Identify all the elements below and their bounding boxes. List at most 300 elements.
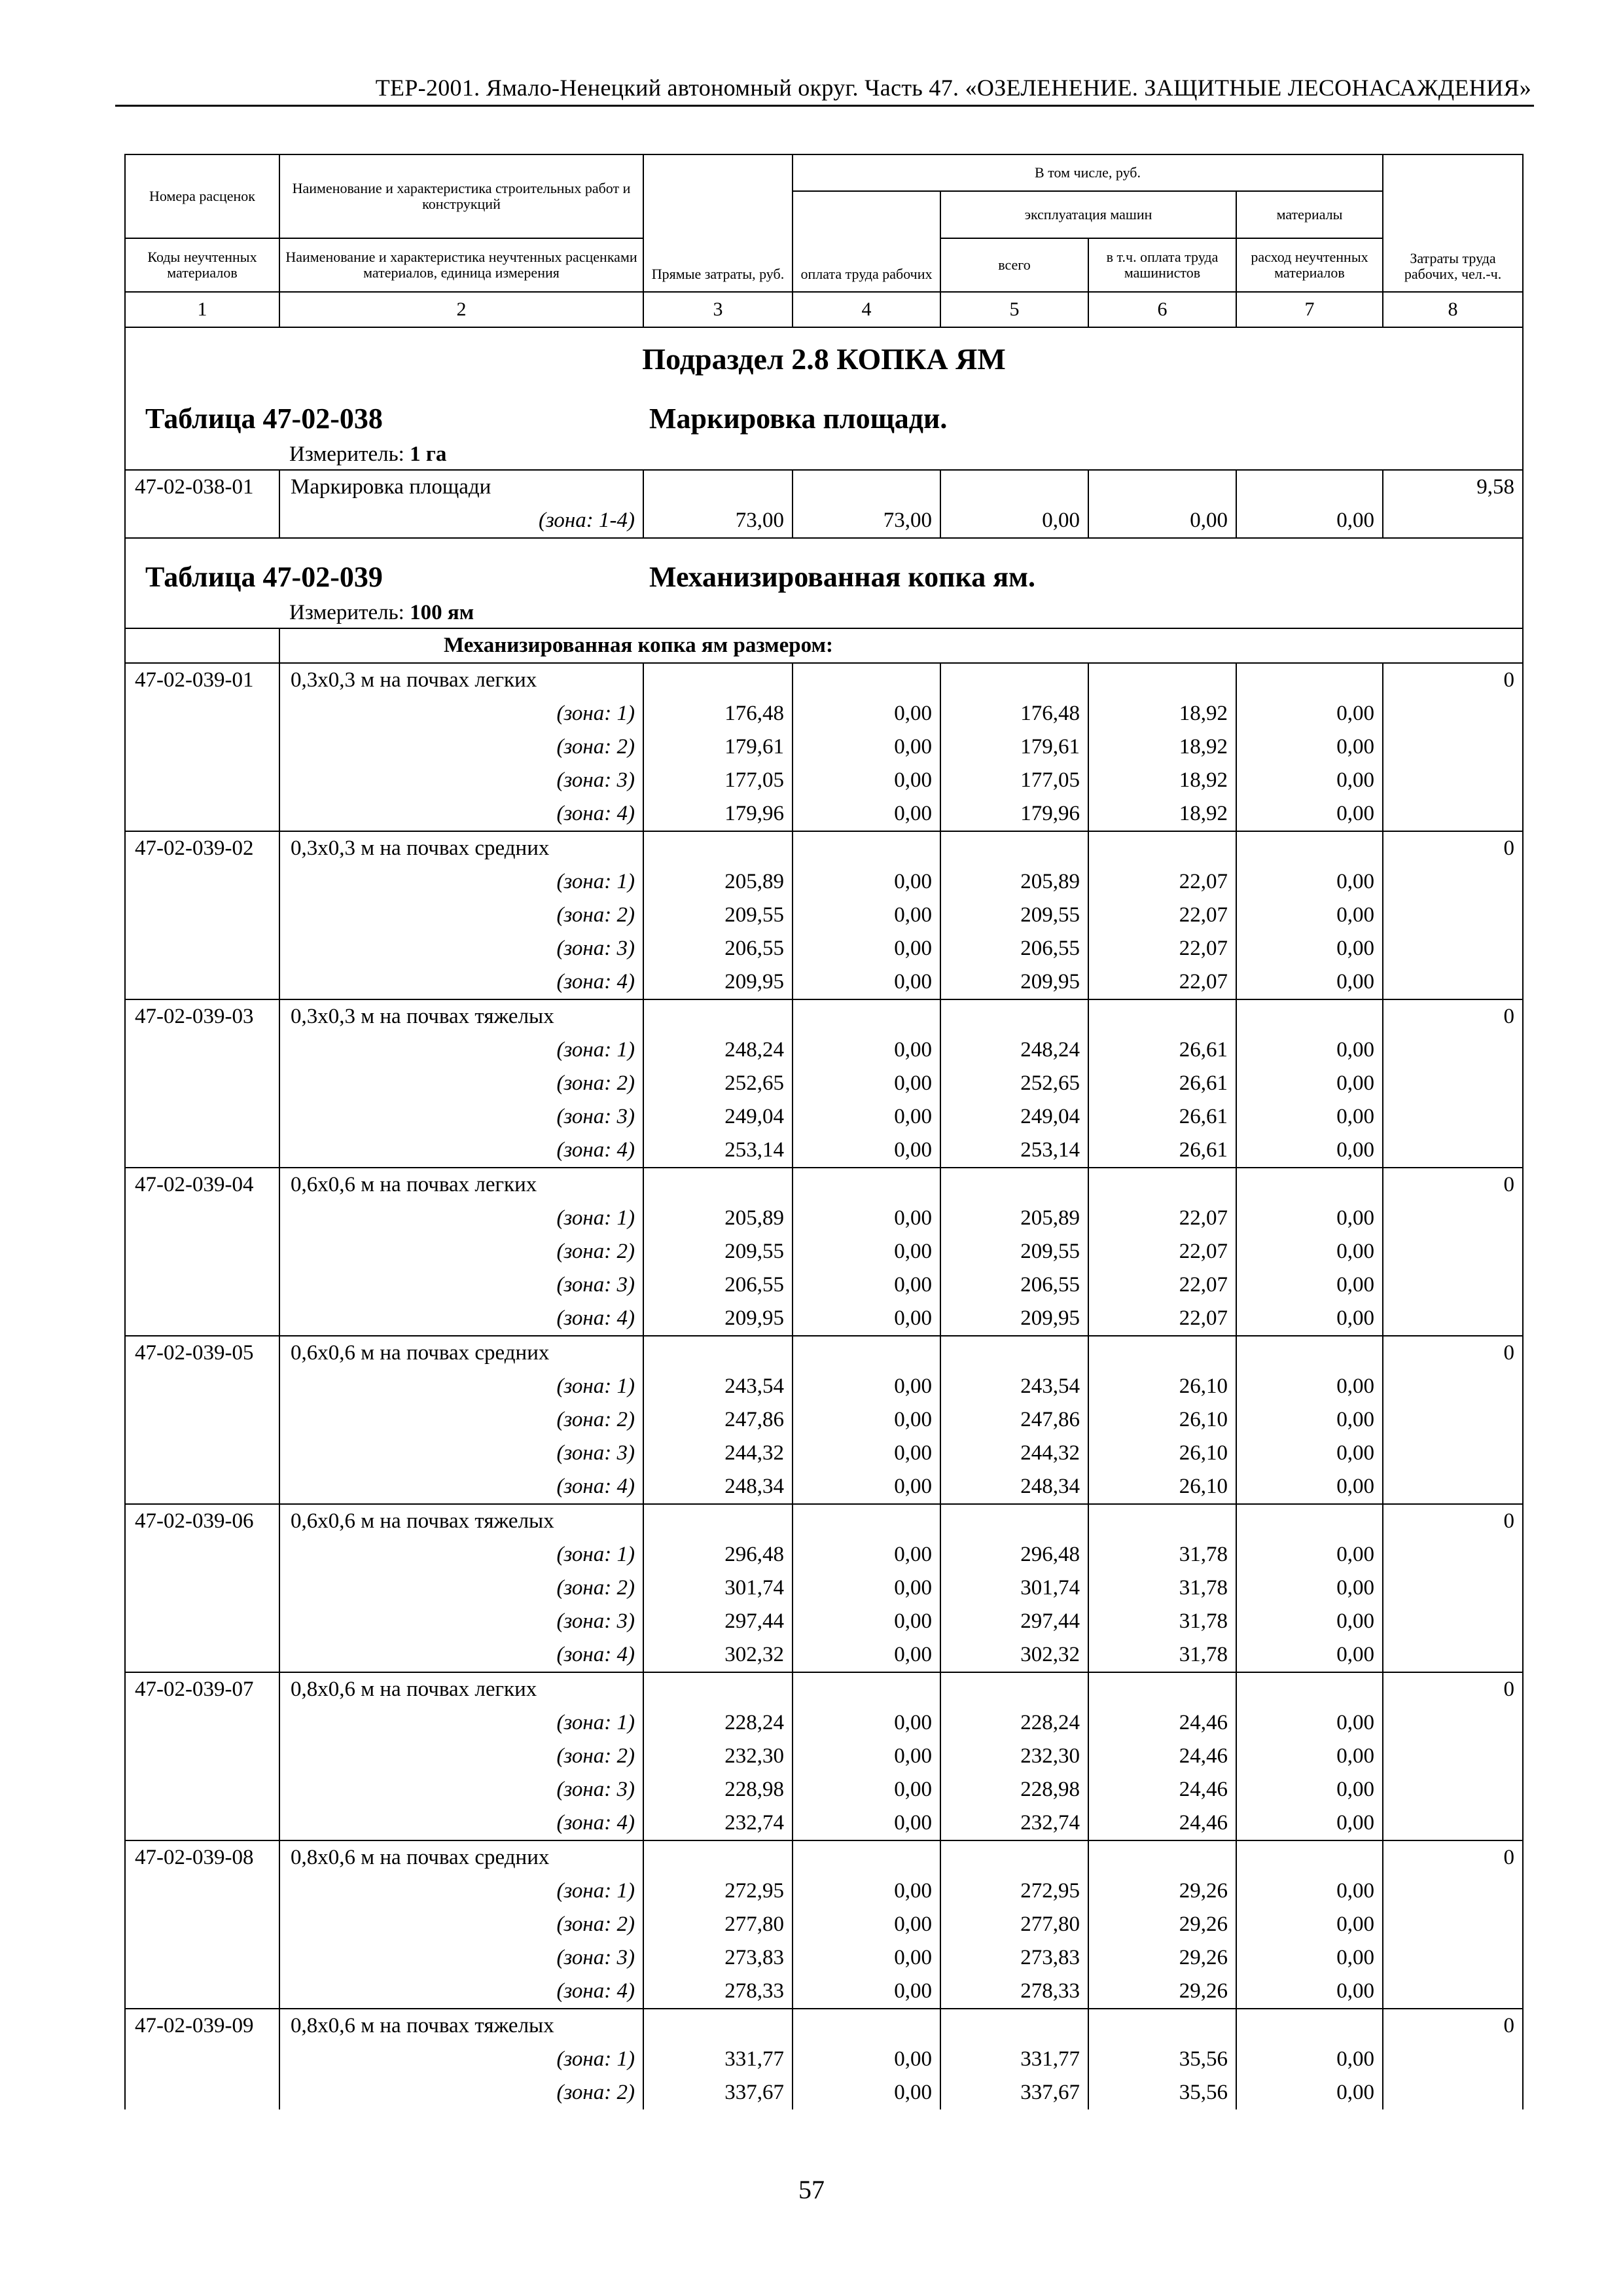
- empty-cell: [1383, 1202, 1523, 1235]
- table-row: [125, 663, 1523, 697]
- empty-cell: [125, 1302, 279, 1336]
- col-number-2: 2: [279, 292, 643, 327]
- zone-row: [125, 1437, 1523, 1470]
- included-header: В том числе, руб.: [793, 154, 1383, 191]
- worker-pay: 0,00: [793, 865, 940, 899]
- machinist-pay: 26,61: [1088, 1067, 1236, 1100]
- worker-pay: 0,00: [793, 1908, 940, 1941]
- empty-cell: [1383, 1773, 1523, 1806]
- empty-cell: [1383, 1806, 1523, 1840]
- rate-name: 0,8х0,6 м на почвах легких: [279, 1672, 643, 1706]
- empty-cell: [940, 1336, 1088, 1370]
- direct-cost: 209,95: [643, 1302, 793, 1336]
- labor-cost: 0: [1383, 2009, 1523, 2043]
- machines-total: 228,98: [940, 1773, 1088, 1806]
- zone-label: (зона: 3): [279, 764, 643, 797]
- empty-cell: [125, 1908, 279, 1941]
- zone-row: [125, 1134, 1523, 1168]
- worker-pay: 0,00: [793, 899, 940, 932]
- materials-cost: 0,00: [1236, 1874, 1383, 1908]
- rate-code: 47-02-039-05: [125, 1336, 279, 1370]
- zone-row: [125, 1268, 1523, 1302]
- zone-row: [125, 1874, 1523, 1908]
- empty-cell: [940, 2009, 1088, 2043]
- zone-label: (зона: 4): [279, 1134, 643, 1168]
- materials-cost: 0,00: [1236, 730, 1383, 764]
- materials-cost: 0,00: [1236, 1067, 1383, 1100]
- machines-total: 209,55: [940, 899, 1088, 932]
- materials-cost: 0,00: [1236, 1941, 1383, 1975]
- empty-cell: [1088, 663, 1236, 697]
- rate-code: 47-02-038-01: [125, 470, 279, 504]
- labor-cost: 0: [1383, 831, 1523, 865]
- worker-pay: 0,00: [793, 1941, 940, 1975]
- direct-cost: 297,44: [643, 1605, 793, 1638]
- rate-code: 47-02-039-08: [125, 1840, 279, 1874]
- empty-cell: [643, 1504, 793, 1538]
- col7-header: расход неучтенных материалов: [1236, 238, 1383, 292]
- table-name: Маркировка площади.: [649, 403, 948, 435]
- empty-cell: [1383, 797, 1523, 831]
- col2-header-bottom: Наименование и характеристика неучтенных расценками материалов, единица измерения: [279, 238, 643, 292]
- machinist-pay: 22,07: [1088, 932, 1236, 965]
- worker-pay: 0,00: [793, 1706, 940, 1740]
- direct-cost: 273,83: [643, 1941, 793, 1975]
- machines-total: 244,32: [940, 1437, 1088, 1470]
- machines-total: 179,96: [940, 797, 1088, 831]
- machinist-pay: 29,26: [1088, 1975, 1236, 2009]
- worker-pay: 0,00: [793, 1302, 940, 1336]
- table-code: Таблица 47-02-039: [145, 561, 383, 593]
- zone-label: (зона: 3): [279, 932, 643, 965]
- empty-cell: [1383, 1706, 1523, 1740]
- zone-row: [125, 1538, 1523, 1571]
- empty-cell: [1383, 1235, 1523, 1268]
- worker-pay: 0,00: [793, 697, 940, 730]
- direct-cost: 244,32: [643, 1437, 793, 1470]
- empty-cell: [793, 1504, 940, 1538]
- labor-cost: 9,58: [1383, 470, 1523, 504]
- table-row: [125, 470, 1523, 504]
- direct-cost: 232,30: [643, 1740, 793, 1773]
- direct-cost: 253,14: [643, 1134, 793, 1168]
- worker-pay: 0,00: [793, 1370, 940, 1403]
- group-title: Механизированная копка ям размером:: [279, 628, 1523, 663]
- zone-label: (зона: 1): [279, 1706, 643, 1740]
- empty-cell: [643, 2009, 793, 2043]
- empty-cell: [125, 2076, 279, 2109]
- running-header: ТЕР-2001. Ямало-Ненецкий автономный округ. Часть 47. «ОЗЕЛЕНЕНИЕ. ЗАЩИТНЫЕ ЛЕСОНАСАЖДЕНИЯ»: [375, 75, 1531, 101]
- empty-cell: [125, 1605, 279, 1638]
- empty-cell: [1088, 831, 1236, 865]
- empty-cell: [1236, 1504, 1383, 1538]
- empty-cell: [1383, 1403, 1523, 1437]
- table-measure: [125, 598, 1523, 628]
- machinist-pay: 18,92: [1088, 797, 1236, 831]
- empty-cell: [125, 1706, 279, 1740]
- table-row: [125, 1336, 1523, 1370]
- empty-cell: [125, 1202, 279, 1235]
- rate-name: 0,6х0,6 м на почвах средних: [279, 1336, 643, 1370]
- zone-label: (зона: 4): [279, 1302, 643, 1336]
- machinist-pay: 0,00: [1088, 504, 1236, 538]
- empty-cell: [1088, 2009, 1236, 2043]
- zone-label: (зона: 2): [279, 1235, 643, 1268]
- empty-cell: [125, 628, 279, 663]
- zone-label: (зона: 4): [279, 1638, 643, 1672]
- worker-pay: 73,00: [793, 504, 940, 538]
- table-row: [125, 1504, 1523, 1538]
- empty-cell: [1236, 663, 1383, 697]
- direct-cost: 205,89: [643, 865, 793, 899]
- rate-name: 0,8х0,6 м на почвах средних: [279, 1840, 643, 1874]
- rate-code: 47-02-039-09: [125, 2009, 279, 2043]
- rate-name: 0,6х0,6 м на почвах легких: [279, 1168, 643, 1202]
- materials-cost: 0,00: [1236, 697, 1383, 730]
- empty-cell: [643, 1336, 793, 1370]
- table-row: [125, 1168, 1523, 1202]
- machinist-pay: 18,92: [1088, 697, 1236, 730]
- empty-cell: [125, 1773, 279, 1806]
- zone-label: (зона: 1-4): [279, 504, 643, 538]
- machinist-pay: 31,78: [1088, 1571, 1236, 1605]
- direct-cost: 73,00: [643, 504, 793, 538]
- machines-total: 247,86: [940, 1403, 1088, 1437]
- materials-cost: 0,00: [1236, 1538, 1383, 1571]
- machinist-pay: 26,61: [1088, 1100, 1236, 1134]
- machinist-pay: 26,61: [1088, 1033, 1236, 1067]
- zone-label: (зона: 2): [279, 1740, 643, 1773]
- empty-cell: [1383, 965, 1523, 999]
- empty-cell: [125, 1941, 279, 1975]
- col-number-8: 8: [1383, 292, 1523, 327]
- empty-cell: [940, 1672, 1088, 1706]
- table-row: [125, 831, 1523, 865]
- labor-cost: 0: [1383, 663, 1523, 697]
- zone-row: [125, 1605, 1523, 1638]
- materials-cost: 0,00: [1236, 1605, 1383, 1638]
- direct-cost: 179,61: [643, 730, 793, 764]
- machines-total: 248,34: [940, 1470, 1088, 1504]
- worker-pay: 0,00: [793, 1773, 940, 1806]
- worker-pay: 0,00: [793, 1067, 940, 1100]
- materials-cost: 0,00: [1236, 1370, 1383, 1403]
- measure-value: 100 ям: [410, 601, 474, 624]
- machines-total: 206,55: [940, 1268, 1088, 1302]
- machines-total: 232,30: [940, 1740, 1088, 1773]
- rate-code: 47-02-039-04: [125, 1168, 279, 1202]
- empty-cell: [1383, 865, 1523, 899]
- zone-label: (зона: 2): [279, 1908, 643, 1941]
- machinist-pay: 22,07: [1088, 1302, 1236, 1336]
- empty-cell: [1383, 1908, 1523, 1941]
- empty-cell: [940, 1504, 1088, 1538]
- zone-row: [125, 1403, 1523, 1437]
- zone-row: [125, 1067, 1523, 1100]
- labor-cost: 0: [1383, 1840, 1523, 1874]
- machines-total: 277,80: [940, 1908, 1088, 1941]
- zone-label: (зона: 2): [279, 1403, 643, 1437]
- col4-header: оплата труда рабочих: [793, 191, 940, 292]
- empty-cell: [125, 1134, 279, 1168]
- measure-label: Измеритель:: [289, 601, 404, 624]
- machinist-pay: 26,10: [1088, 1370, 1236, 1403]
- machines-total: 179,61: [940, 730, 1088, 764]
- direct-cost: 179,96: [643, 797, 793, 831]
- machines-total: 248,24: [940, 1033, 1088, 1067]
- machines-total: 301,74: [940, 1571, 1088, 1605]
- table-row: [125, 1840, 1523, 1874]
- materials-cost: 0,00: [1236, 1302, 1383, 1336]
- machines-total: 228,24: [940, 1706, 1088, 1740]
- empty-cell: [125, 1571, 279, 1605]
- rate-code: 47-02-039-02: [125, 831, 279, 865]
- empty-cell: [1088, 1336, 1236, 1370]
- machines-total: 205,89: [940, 1202, 1088, 1235]
- zone-label: (зона: 2): [279, 2076, 643, 2109]
- table-row: [125, 999, 1523, 1033]
- zone-label: (зона: 1): [279, 1538, 643, 1571]
- empty-cell: [643, 831, 793, 865]
- worker-pay: 0,00: [793, 730, 940, 764]
- empty-cell: [1236, 999, 1383, 1033]
- machines-total: 297,44: [940, 1605, 1088, 1638]
- empty-cell: [125, 1268, 279, 1302]
- machinist-pay: 24,46: [1088, 1806, 1236, 1840]
- zone-row: [125, 1941, 1523, 1975]
- worker-pay: 0,00: [793, 1638, 940, 1672]
- empty-cell: [1088, 1840, 1236, 1874]
- direct-cost: 206,55: [643, 1268, 793, 1302]
- materials-cost: 0,00: [1236, 504, 1383, 538]
- empty-cell: [1383, 899, 1523, 932]
- direct-cost: 243,54: [643, 1370, 793, 1403]
- zone-row: [125, 1975, 1523, 2009]
- materials-cost: 0,00: [1236, 2043, 1383, 2076]
- machines-total: 232,74: [940, 1806, 1088, 1840]
- materials-cost: 0,00: [1236, 1470, 1383, 1504]
- zone-row: [125, 1100, 1523, 1134]
- empty-cell: [125, 697, 279, 730]
- empty-cell: [1383, 1740, 1523, 1773]
- machines-header: эксплуатация машин: [940, 191, 1236, 238]
- worker-pay: 0,00: [793, 1470, 940, 1504]
- worker-pay: 0,00: [793, 1605, 940, 1638]
- materials-cost: 0,00: [1236, 1740, 1383, 1773]
- zone-label: (зона: 1): [279, 1874, 643, 1908]
- materials-cost: 0,00: [1236, 1437, 1383, 1470]
- zone-row: [125, 965, 1523, 999]
- col1-header-bottom: Коды неучтенных материалов: [125, 238, 279, 292]
- zone-row: [125, 797, 1523, 831]
- table-heading-039: [125, 538, 1523, 598]
- zone-label: (зона: 2): [279, 1067, 643, 1100]
- empty-cell: [125, 1470, 279, 1504]
- col-number-3: 3: [643, 292, 793, 327]
- empty-cell: [1383, 764, 1523, 797]
- direct-cost: 228,24: [643, 1706, 793, 1740]
- zone-label: (зона: 3): [279, 1941, 643, 1975]
- machines-total: 209,95: [940, 1302, 1088, 1336]
- table-heading-038: [125, 391, 1523, 439]
- empty-cell: [125, 504, 279, 538]
- machines-total: 302,32: [940, 1638, 1088, 1672]
- machines-total: 209,95: [940, 965, 1088, 999]
- machinist-pay: 29,26: [1088, 1941, 1236, 1975]
- labor-cost: 0: [1383, 1672, 1523, 1706]
- labor-cost: 0: [1383, 1504, 1523, 1538]
- empty-cell: [1236, 1840, 1383, 1874]
- table-row: [125, 2009, 1523, 2043]
- zone-label: (зона: 1): [279, 1370, 643, 1403]
- direct-cost: 206,55: [643, 932, 793, 965]
- empty-cell: [643, 1840, 793, 1874]
- zone-row: [125, 1235, 1523, 1268]
- empty-cell: [125, 797, 279, 831]
- worker-pay: 0,00: [793, 1134, 940, 1168]
- empty-cell: [125, 1100, 279, 1134]
- empty-cell: [940, 1168, 1088, 1202]
- direct-cost: 247,86: [643, 1403, 793, 1437]
- empty-cell: [1383, 697, 1523, 730]
- machines-total: 331,77: [940, 2043, 1088, 2076]
- direct-cost: 248,34: [643, 1470, 793, 1504]
- worker-pay: 0,00: [793, 1538, 940, 1571]
- rate-name: Маркировка площади: [279, 470, 643, 504]
- zone-row: [125, 865, 1523, 899]
- machinist-pay: 26,10: [1088, 1437, 1236, 1470]
- empty-cell: [125, 1975, 279, 2009]
- empty-cell: [940, 831, 1088, 865]
- machines-total: 272,95: [940, 1874, 1088, 1908]
- machinist-pay: 35,56: [1088, 2076, 1236, 2109]
- zone-row: [125, 1638, 1523, 1672]
- header-rule: [115, 105, 1534, 107]
- empty-cell: [125, 1067, 279, 1100]
- machinist-pay: 29,26: [1088, 1874, 1236, 1908]
- empty-cell: [1383, 1638, 1523, 1672]
- worker-pay: 0,00: [793, 1975, 940, 2009]
- direct-cost: 252,65: [643, 1067, 793, 1100]
- zone-row: [125, 2043, 1523, 2076]
- zone-row: [125, 1370, 1523, 1403]
- machinist-pay: 24,46: [1088, 1706, 1236, 1740]
- machines-total: 176,48: [940, 697, 1088, 730]
- machinist-pay: 22,07: [1088, 1268, 1236, 1302]
- empty-cell: [1383, 730, 1523, 764]
- machines-total: 205,89: [940, 865, 1088, 899]
- empty-cell: [1383, 2076, 1523, 2109]
- empty-cell: [1383, 1302, 1523, 1336]
- empty-cell: [1383, 1370, 1523, 1403]
- worker-pay: 0,00: [793, 965, 940, 999]
- materials-cost: 0,00: [1236, 1100, 1383, 1134]
- empty-cell: [1383, 504, 1523, 538]
- rate-code: 47-02-039-03: [125, 999, 279, 1033]
- measure-label: Измеритель:: [289, 442, 404, 466]
- materials-cost: 0,00: [1236, 2076, 1383, 2109]
- machines-total: 253,14: [940, 1134, 1088, 1168]
- machinist-pay: 24,46: [1088, 1773, 1236, 1806]
- materials-cost: 0,00: [1236, 764, 1383, 797]
- empty-cell: [125, 1033, 279, 1067]
- table-measure: [125, 439, 1523, 470]
- empty-cell: [793, 999, 940, 1033]
- rate-code: 47-02-039-01: [125, 663, 279, 697]
- empty-cell: [125, 865, 279, 899]
- empty-cell: [793, 663, 940, 697]
- empty-cell: [1088, 470, 1236, 504]
- materials-cost: 0,00: [1236, 1706, 1383, 1740]
- machines-total: 252,65: [940, 1067, 1088, 1100]
- col-number-1: 1: [125, 292, 279, 327]
- machines-total: 177,05: [940, 764, 1088, 797]
- rate-name: 0,8х0,6 м на почвах тяжелых: [279, 2009, 643, 2043]
- group-row: [125, 628, 1523, 663]
- machinist-pay: 22,07: [1088, 899, 1236, 932]
- rate-name: 0,3х0,3 м на почвах средних: [279, 831, 643, 865]
- empty-cell: [643, 470, 793, 504]
- col8-header: Затраты труда рабочих, чел.-ч.: [1383, 154, 1523, 292]
- zone-label: (зона: 3): [279, 1437, 643, 1470]
- zone-label: (зона: 2): [279, 730, 643, 764]
- labor-cost: 0: [1383, 999, 1523, 1033]
- zone-row: [125, 1773, 1523, 1806]
- machines-total: 337,67: [940, 2076, 1088, 2109]
- worker-pay: 0,00: [793, 1806, 940, 1840]
- machines-total: 273,83: [940, 1941, 1088, 1975]
- empty-cell: [1088, 1504, 1236, 1538]
- col3-header: Прямые затраты, руб.: [643, 154, 793, 292]
- empty-cell: [940, 470, 1088, 504]
- zone-label: (зона: 1): [279, 697, 643, 730]
- materials-cost: 0,00: [1236, 1773, 1383, 1806]
- empty-cell: [1236, 470, 1383, 504]
- direct-cost: 176,48: [643, 697, 793, 730]
- zone-label: (зона: 1): [279, 1033, 643, 1067]
- machinist-pay: 18,92: [1088, 764, 1236, 797]
- zone-row: [125, 1706, 1523, 1740]
- zone-label: (зона: 3): [279, 1268, 643, 1302]
- zone-label: (зона: 1): [279, 2043, 643, 2076]
- empty-cell: [1383, 1874, 1523, 1908]
- machinist-pay: 22,07: [1088, 1235, 1236, 1268]
- table-row: [125, 1672, 1523, 1706]
- machines-total: 243,54: [940, 1370, 1088, 1403]
- rate-name: 0,6х0,6 м на почвах тяжелых: [279, 1504, 643, 1538]
- machines-total: 296,48: [940, 1538, 1088, 1571]
- zone-label: (зона: 4): [279, 965, 643, 999]
- col1-header-top: Номера расценок: [125, 154, 279, 238]
- worker-pay: 0,00: [793, 1100, 940, 1134]
- zone-label: (зона: 1): [279, 865, 643, 899]
- empty-cell: [125, 2043, 279, 2076]
- rate-code: 47-02-039-07: [125, 1672, 279, 1706]
- empty-cell: [1088, 1672, 1236, 1706]
- zone-label: (зона: 2): [279, 1571, 643, 1605]
- empty-cell: [793, 1336, 940, 1370]
- zone-label: (зона: 4): [279, 1975, 643, 2009]
- zone-label: (зона: 3): [279, 1100, 643, 1134]
- machinist-pay: 26,10: [1088, 1403, 1236, 1437]
- zone-row: [125, 1302, 1523, 1336]
- direct-cost: 209,55: [643, 899, 793, 932]
- direct-cost: 209,55: [643, 1235, 793, 1268]
- empty-cell: [1236, 1336, 1383, 1370]
- machines-total: 206,55: [940, 932, 1088, 965]
- materials-cost: 0,00: [1236, 1134, 1383, 1168]
- empty-cell: [125, 1403, 279, 1437]
